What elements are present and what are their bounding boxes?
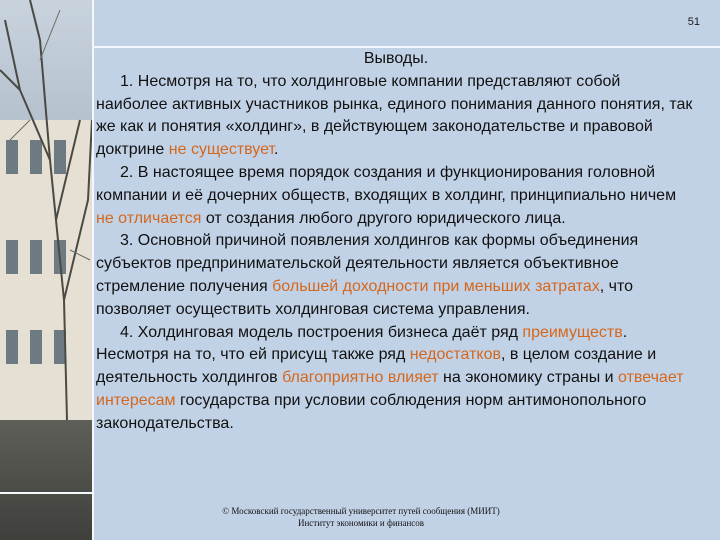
- divider-vertical: [92, 0, 94, 540]
- slide-body: [96, 48, 696, 436]
- paragraph-text: от создания любого другого юридического лица.: [201, 209, 566, 227]
- highlighted-text: благоприятно влияет: [282, 369, 439, 387]
- page-number: 51: [687, 16, 700, 28]
- paragraph-text: .: [274, 141, 279, 159]
- paragraph-text: , в целом создание и деятельность холдингов: [96, 346, 657, 387]
- footer-university: © Московский государственный университет путей сообщения (МИИТ): [222, 506, 500, 516]
- paragraph-text: государства при условии соблюдения норм антимонопольного законодательства.: [96, 391, 647, 432]
- paragraph-text: 2. В настоящее время порядок создания и функционирования головной компании и её дочерних обществ, входящих в холдинг, принципиально ничем: [96, 163, 677, 204]
- slide-title: Выводы.: [363, 50, 429, 67]
- divider-bottom: [0, 492, 92, 494]
- paragraph-text: . Несмотря на то, что ей присущ также ряд: [96, 323, 628, 364]
- paragraph-text: 3. Основной причиной появления холдингов как формы объединения субъектов предпринимательской деятельности является объективное стремление получения: [96, 232, 639, 295]
- highlighted-text: большей доходности при меньших затратах: [272, 277, 600, 295]
- paragraph-text: 4. Холдинговая модель построения бизнеса даёт ряд: [120, 323, 523, 341]
- conclusion-paragraph: [96, 71, 696, 162]
- campus-photo: [0, 0, 92, 540]
- footer-institute: Институт экономики и финансов: [297, 518, 425, 528]
- slide-footer: [96, 505, 626, 529]
- highlighted-text: не отличается: [96, 209, 202, 227]
- conclusion-paragraph: [96, 230, 696, 321]
- paragraph-text: , что позволяет осуществить холдинговая система управления.: [96, 277, 634, 318]
- conclusion-paragraph: [96, 162, 696, 230]
- highlighted-text: не существует: [168, 141, 275, 159]
- highlighted-text: недостатков: [409, 346, 501, 364]
- paragraph-text: 1. Несмотря на то, что холдинговые компании представляют собой наиболее активных участников рынка, единого понимания данного понятия, так же как и понятия «холдинг», в действующем законодательстве и правовой доктрине: [96, 72, 693, 159]
- paragraph-text: на экономику страны и: [438, 369, 619, 387]
- highlighted-text: преимуществ: [522, 323, 623, 341]
- street-ground: [0, 420, 92, 540]
- highlighted-text: отвечает интересам: [96, 369, 684, 409]
- conclusion-paragraph: [96, 322, 696, 436]
- conclusions-list: [96, 71, 696, 436]
